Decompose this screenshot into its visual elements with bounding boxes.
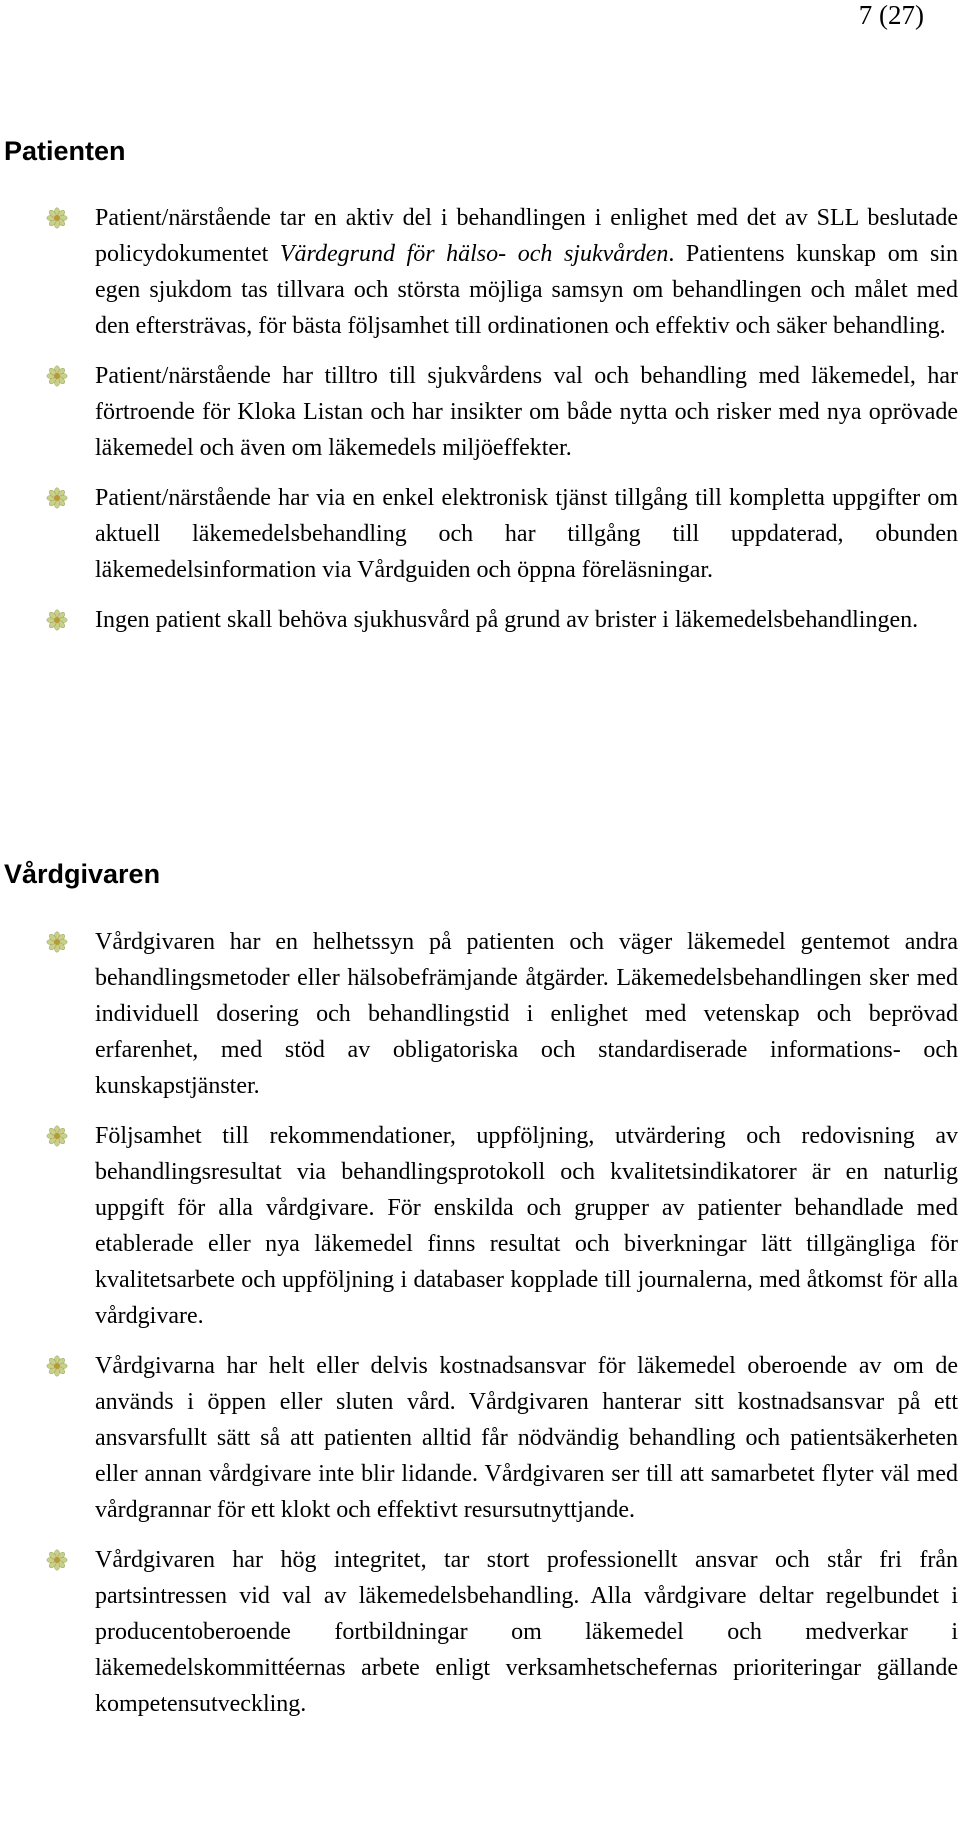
bullet-text: Patient/närstående har tilltro till sjukvårdens val och behandling med läkemedel, har förtroende för Kloka Listan och har insikter om både nytta och risker med nya oprövade läkemedel och även om läkemedels miljöeffekter.: [95, 363, 958, 461]
patienten-bullet-list: [0, 200, 960, 652]
list-item: [0, 358, 958, 466]
flower-bullet-icon: [46, 928, 68, 950]
flower-bullet-icon: [46, 606, 68, 628]
section-heading-patienten: Patienten: [4, 136, 126, 166]
list-item: [0, 1348, 958, 1528]
flower-bullet-icon: [46, 362, 68, 384]
list-item: [0, 480, 958, 588]
list-item: [0, 602, 958, 638]
bullet-text: Patient/närstående har via en enkel elektronisk tjänst tillgång till kompletta uppgifter om aktuell läkemedelsbehandling och har tillgång till uppdaterad, obunden läkemedelsinformation via Vårdguiden och öppna föreläsningar.: [95, 485, 958, 583]
bullet-text-italic: Värdegrund för hälso- och sjukvården: [279, 241, 669, 267]
list-item: [0, 1542, 958, 1722]
flower-bullet-icon: [46, 1352, 68, 1374]
bullet-text-before: Patient/närstående tar en aktiv del i behandlingen i enlighet med det av SLL beslutade policydokumentet: [95, 205, 958, 267]
section-heading-vardgivaren: Vårdgivaren: [4, 859, 161, 889]
flower-bullet-icon: [46, 1122, 68, 1144]
bullet-text-after: . Patientens kunskap om sin egen sjukdom tas tillvara och största möjliga samsyn om behandlingen och målet med den eftersträvas, för bästa följsamhet till ordinationen och effektiv och säker behandling.: [95, 241, 958, 339]
bullet-text: Vårdgivarna har helt eller delvis kostnadsansvar för läkemedel oberoende av om de används i öppen eller sluten vård. Vårdgivaren hanterar sitt kostnadsansvar på ett ansvarsfullt sätt så att patienten alltid får nödvändig behandling och patientsäkerheten eller annan vårdgivare inte blir lidande. Vårdgivaren ser till att samarbetet flyter väl med vårdgrannar för ett klokt och effektivt resursutnyttjande.: [95, 1353, 958, 1523]
bullet-text: Följsamhet till rekommendationer, uppföljning, utvärdering och redovisning av behandlingsresultat via behandlingsprotokoll och kvalitetsindikatorer är en naturlig uppgift för alla vårdgivare. För enskilda och grupper av patienter behandlade med etablerade eller nya läkemedel finns resultat och biverkningar lätt tillgängliga för kvalitetsarbete och uppföljning i databaser kopplade till journalerna, med åtkomst för alla vårdgivare.: [95, 1123, 958, 1329]
bullet-text: Vårdgivaren har hög integritet, tar stort professionellt ansvar och står fri från partsintressen vid val av läkemedelsbehandling. Alla vårdgivare deltar regelbundet i producentoberoende fortbildningar om läkemedel och medverkar i läkemedelskommittéernas arbete enligt verksamhetschefernas prioriteringar gällande kompetensutveckling.: [95, 1547, 958, 1717]
list-item: [0, 924, 958, 1104]
flower-bullet-icon: [46, 204, 68, 226]
bullet-text: Ingen patient skall behöva sjukhusvård på grund av brister i läkemedelsbehandlingen.: [95, 607, 919, 633]
flower-bullet-icon: [46, 1546, 68, 1568]
page-number: 7 (27): [858, 0, 924, 30]
list-item: [0, 1118, 958, 1334]
flower-bullet-icon: [46, 484, 68, 506]
vardgivaren-bullet-list: [0, 924, 960, 1736]
list-item: [0, 200, 958, 344]
bullet-text: Vårdgivaren har en helhetssyn på patienten och väger läkemedel gentemot andra behandlingsmetoder eller hälsobefrämjande åtgärder. Läkemedelsbehandlingen sker med individuell dosering och behandlingstid i enlighet med vetenskap och beprövad erfarenhet, med stöd av obligatoriska och standardiserade informations- och kunskapstjänster.: [95, 929, 958, 1099]
